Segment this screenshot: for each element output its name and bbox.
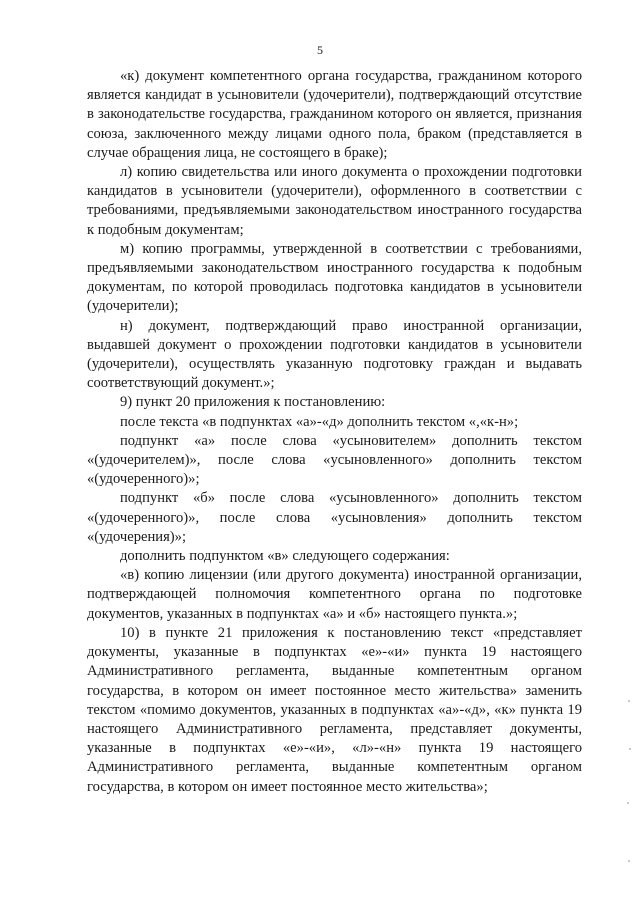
paragraph-l: л) копию свидетельства или иного документа о прохождении подготовки кандидатов в усыновители (удочерители), оформленного в соответствии с требованиями, предъявляемыми законодательством иностранного государства к подобным документам; [87,164,582,238]
paragraph-add-subitem-v: дополнить подпунктом «в» следующего содержания: [120,548,450,565]
page-number: 5 [317,43,323,57]
paragraph-item-9: 9) пункт 20 приложения к постановлению: [120,394,386,411]
paragraph-item-10: 10) в пункте 21 приложения к постановлению текст «представляет документы, указанные в подпунктах «е»-«и» пункта 19 настоящего Административного регламента, выданные компетентным органом государства, в котором он имеет постоянное место жительства» заменить текстом «помимо документов, указанных в подпунктах «а»-«д», «к» пункта 19 настоящего Административного регламента, представляет документы, указанные в подпунктах «е»-«и», «л»-«н» пункта 19 настоящего Административного регламента, выданные компетентным органом государства, в котором он имеет постоянное место жительства»; [87,624,582,795]
paragraph-after-text: после текста «в подпунктах «а»-«д» дополнить текстом «,«к-н»; [120,413,519,430]
document-body [87,67,582,797]
paragraph-k: «к) документ компетентного органа государства, гражданином которого является кандидат в усыновители (удочерители), подтверждающий отсутствие в законодательстве государства, гражданином которого он является, признания союза, заключенного между лицами одного пола, браком (представляется в случае обращения лица, не состоящего в браке); [87,68,582,161]
paragraph-subitem-a: подпункт «а» после слова «усыновителем» дополнить текстом «(удочерителем)», после слова «усыновленного» дополнить текстом «(удочеренного)»; [87,432,582,488]
scan-artifacts [626,690,632,890]
paragraph-m: м) копию программы, утвержденной в соответствии с требованиями, предъявляемыми законодательством иностранного государства к подобным документам, по которой проводилась подготовка кандидатов в усыновители (удочерители); [87,240,582,315]
paragraph-subitem-b: подпункт «б» после слова «усыновленного» дополнить текстом «(удочеренного)», после слова «усыновления» дополнить текстом «(удочерения)»; [87,490,582,545]
paragraph-n: н) документ, подтверждающий право иностранной организации, выдавшей документ о прохождении подготовки кандидатов в усыновители (удочерители), осуществлять указанную подготовку граждан и выдавать соответствующий документ.»; [87,317,582,392]
paragraph-subitem-v: «в) копию лицензии (или другого документа) иностранной организации, подтверждающей полномочия компетентного органа по подготовке документов, указанных в подпунктах «а» и «б» настоящего пункта.»; [87,567,582,622]
